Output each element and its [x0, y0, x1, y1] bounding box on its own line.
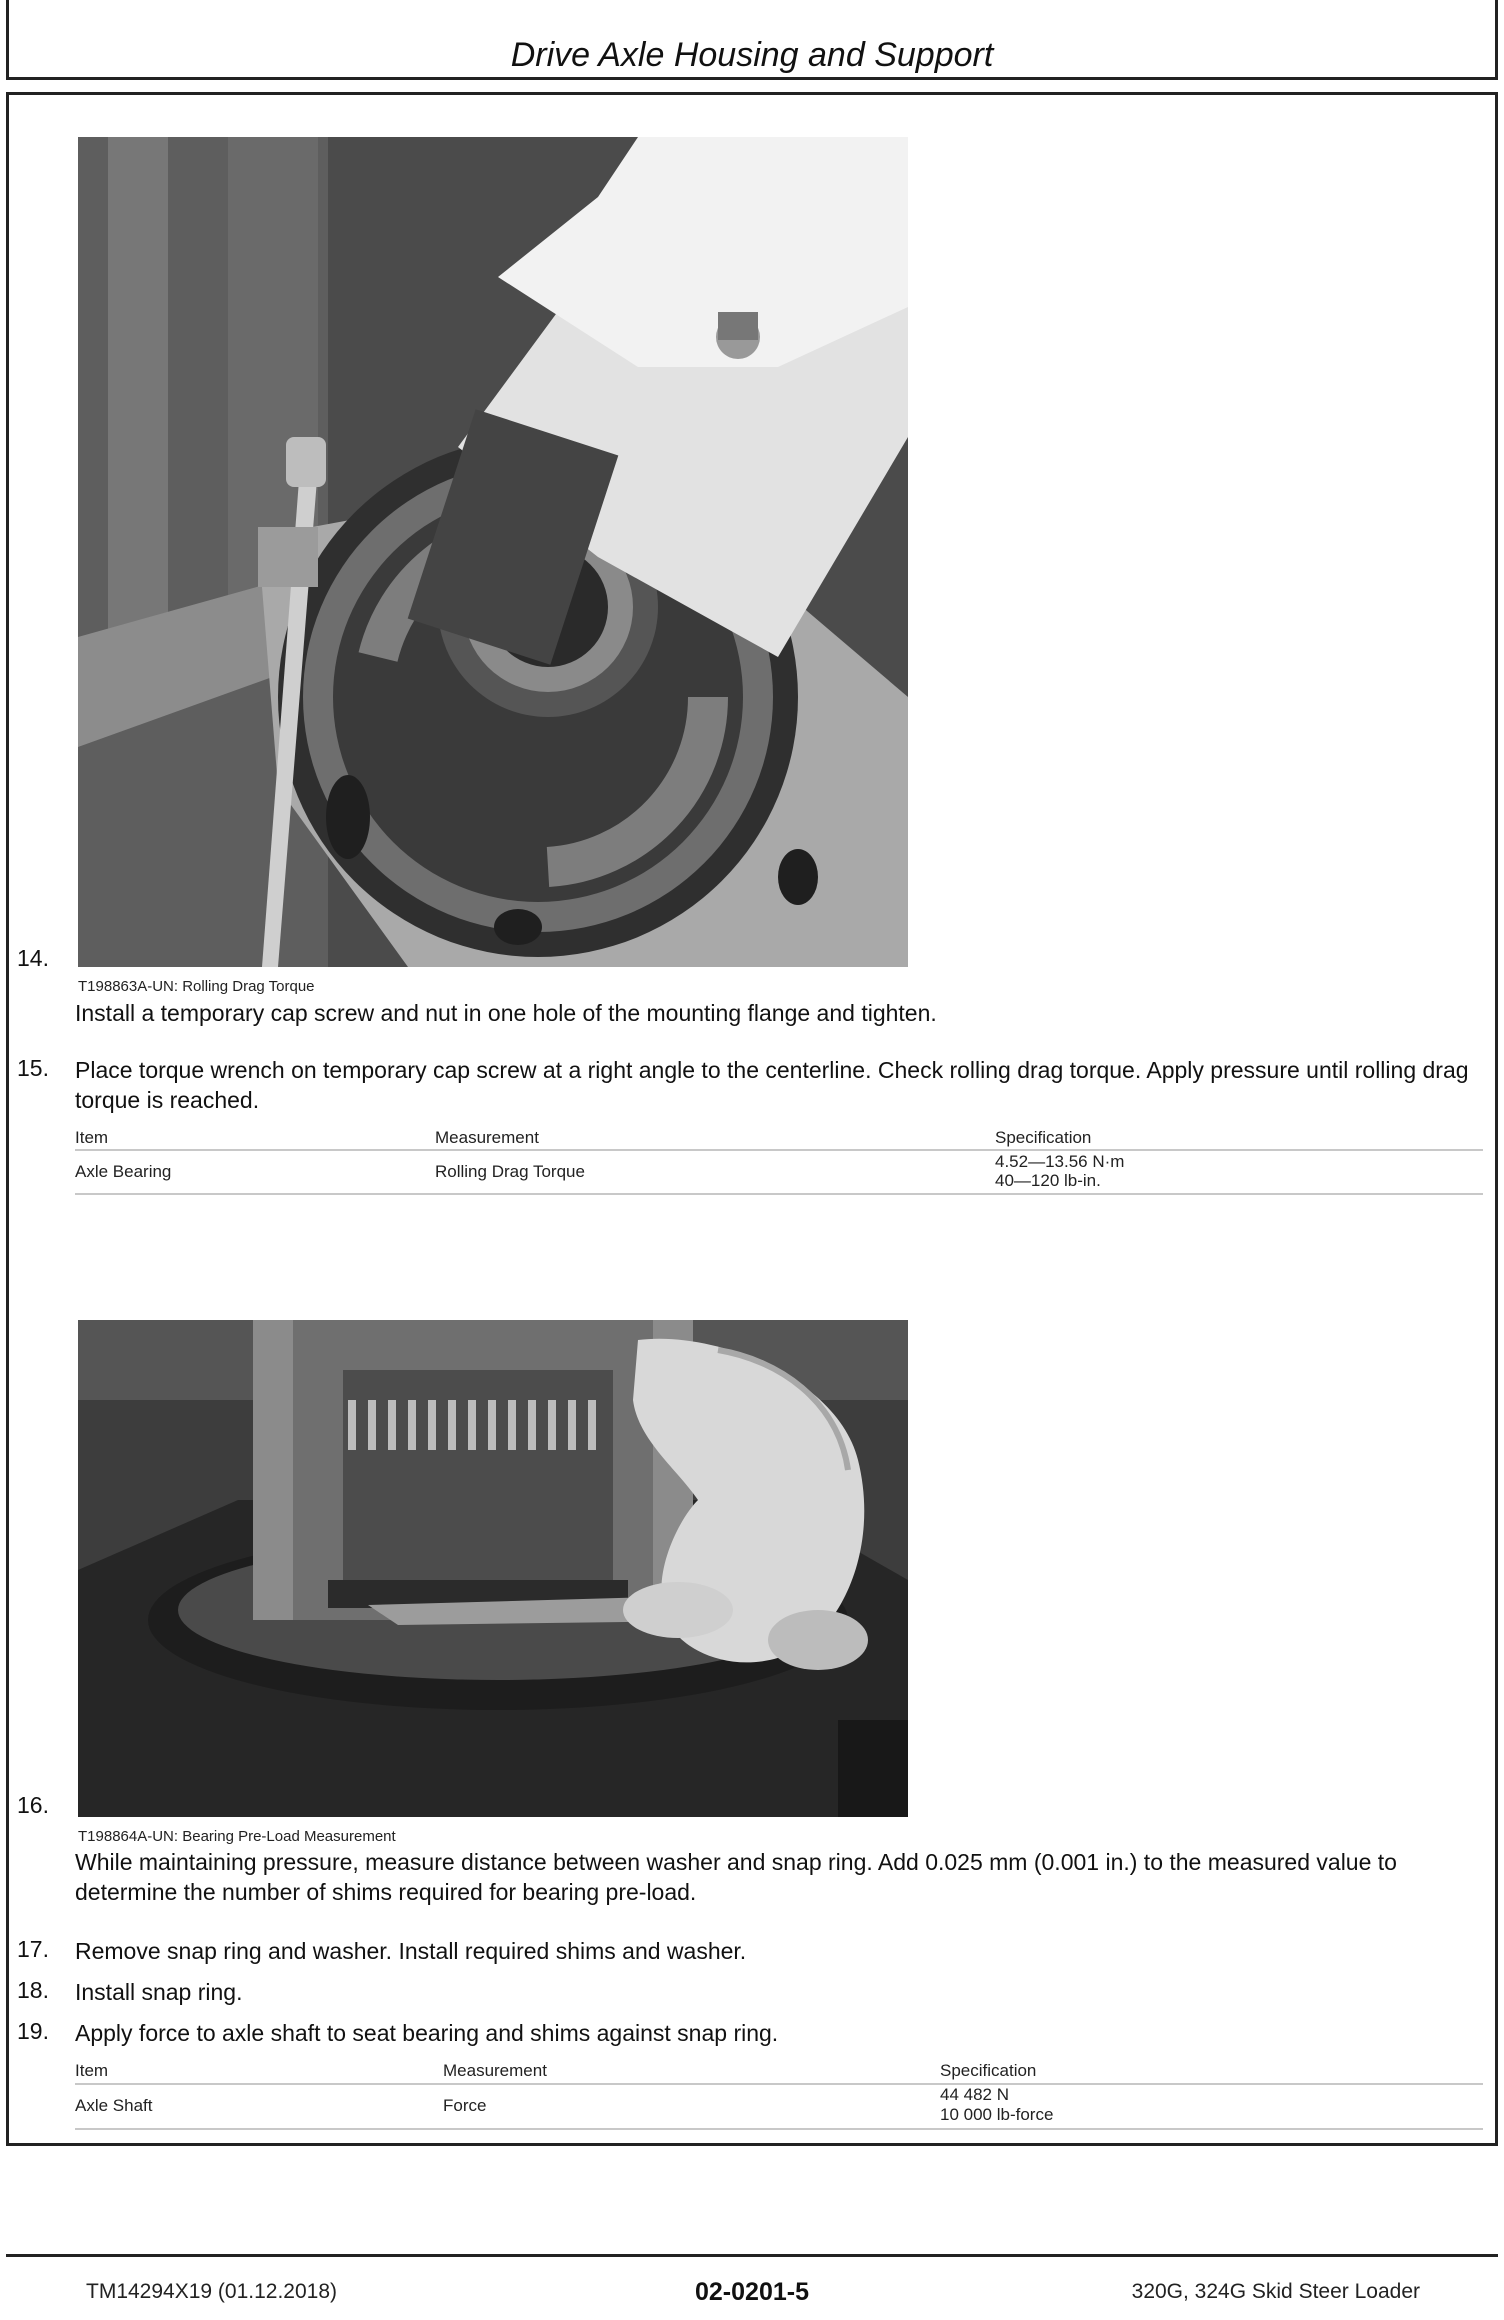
figure-caption: T198864A-UN: Bearing Pre-Load Measurement	[78, 1828, 396, 1845]
table-cell-measurement: Force	[443, 2096, 487, 2115]
step-number: 16.	[17, 1792, 49, 1818]
table-header-specification: Specification	[995, 1128, 1092, 1147]
step-text: While maintaining pressure, measure distance between washer and snap ring. Add 0.025 mm (0.001 in.) to the measured value to determine the number of shims required for bearing pre-load.	[75, 1849, 1397, 1905]
photo-bearing-preload	[78, 1320, 908, 1817]
footer-doc-id: TM14294X19 (01.12.2018)	[86, 2280, 338, 2303]
table-rule	[75, 2083, 1483, 2085]
table-rule	[75, 1193, 1483, 1195]
step-text: Remove snap ring and washer. Install required shims and washer.	[75, 1938, 747, 1964]
step-number: 17.	[17, 1936, 49, 1962]
step-number: 18.	[17, 1977, 49, 2003]
table-cell-spec-imperial: 10 000 lb-force	[940, 2105, 1054, 2124]
table-rule	[75, 1149, 1483, 1151]
table-header-measurement: Measurement	[435, 1128, 539, 1147]
figure-caption: T198863A-UN: Rolling Drag Torque	[78, 978, 315, 995]
table-cell-measurement: Rolling Drag Torque	[435, 1162, 585, 1181]
step-text: Apply force to axle shaft to seat bearing and shims against snap ring.	[75, 2020, 779, 2046]
table-header-measurement: Measurement	[443, 2061, 547, 2080]
page-header	[6, 0, 1498, 80]
step-text: Install a temporary cap screw and nut in one hole of the mounting flange and tighten.	[75, 1000, 937, 1026]
table-cell-item: Axle Bearing	[75, 1162, 172, 1181]
table-cell-spec-metric: 4.52—13.56 N·m	[995, 1152, 1125, 1171]
step-text: Place torque wrench on temporary cap screw at a right angle to the centerline. Check rolling drag torque. Apply pressure until rolling drag torque is reached.	[75, 1057, 1469, 1113]
page-title: Drive Axle Housing and Support	[510, 36, 994, 74]
spec-table	[75, 2061, 1483, 2133]
step-number: 14.	[17, 945, 49, 971]
spec-table	[75, 1128, 1483, 1198]
table-header-specification: Specification	[940, 2061, 1037, 2080]
photo-rolling-drag-torque	[78, 137, 908, 967]
footer-model: 320G, 324G Skid Steer Loader	[1131, 2280, 1420, 2303]
table-cell-spec-imperial: 40—120 lb-in.	[995, 1171, 1101, 1190]
step-text: Install snap ring.	[75, 1979, 243, 2005]
table-header-item: Item	[75, 2061, 109, 2080]
footer-page-number: 02-0201-5	[695, 2278, 809, 2306]
table-rule	[75, 2128, 1483, 2130]
step-number: 15.	[17, 1055, 49, 1081]
footer-rule	[6, 2254, 1498, 2257]
table-header-item: Item	[75, 1128, 109, 1147]
step-number: 19.	[17, 2018, 49, 2044]
table-cell-spec-metric: 44 482 N	[940, 2085, 1009, 2104]
table-cell-item: Axle Shaft	[75, 2096, 153, 2115]
